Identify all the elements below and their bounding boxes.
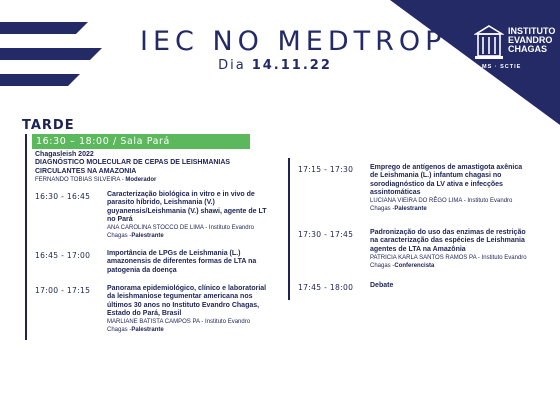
talk-time: 16:45 - 17:00	[35, 251, 91, 260]
talk-item	[370, 229, 532, 270]
talk-speaker: MARLIANE BATISTA CAMPOS PA - Instituto Evandro Chagas -Palestrante	[107, 319, 251, 334]
talk-title: Importância de LPGs de Leishmania (L.) amazonensis de diferentes formas de LTA na patogenia da doença	[107, 250, 257, 274]
page-title: IEC NO MEDTROP	[140, 26, 447, 57]
talk-time: 16:30 - 16:45	[35, 192, 91, 201]
event-name: Chagasleish 2022	[35, 151, 94, 158]
date-line	[140, 58, 410, 73]
left-timeline-line	[25, 134, 27, 340]
building-logo-icon	[474, 24, 504, 60]
talk-item	[370, 164, 532, 213]
corner-triangle-decoration	[390, 0, 560, 130]
talk-item	[107, 191, 267, 240]
corner-stripes-decoration	[0, 0, 110, 100]
section-title: TARDE	[22, 118, 75, 133]
talk-speaker: ANA CAROLINA STOCCO DE LIMA - Instituto Evandro Chagas -Palestrante	[107, 225, 254, 240]
debate-label: Debate	[370, 282, 394, 289]
talk-speaker: LUCIANA VIEIRA DO RÊGO LIMA - Instituto Evandro Chagas -Palestrante	[370, 198, 513, 213]
moderator: FERNANDO TOBIAS SILVEIRA - Moderador	[35, 176, 157, 183]
talk-item	[107, 285, 267, 334]
right-timeline-line	[288, 158, 290, 300]
talk-time: 17:45 - 18:00	[298, 283, 354, 292]
talk-time: 17:00 - 17:15	[35, 286, 91, 295]
session-title: DIAGNÓSTICO MOLECULAR DE CEPAS DE LEISHMANIAS CIRCULANTES NA AMAZONIA	[35, 159, 231, 175]
event-date: 14.11.22	[251, 58, 332, 73]
session-intro	[35, 151, 270, 184]
talk-title: Emprego de antígenos de amastigota axênica de Leishmania (L.) infantum chagasi no sorodiagnóstico da LV ativa e infecções assintomáticas	[370, 164, 523, 196]
talk-item	[107, 250, 267, 275]
day-label: Dia	[218, 58, 246, 73]
talk-title: Panorama epidemiológico, clínico e laboratorial da leishmaniose tegumentar americana nos últimos 30 anos no Instituto Evandro Chagas, Estado do Pará, Brasil	[107, 285, 267, 317]
talk-title: Padronização do uso das enzimas de restrição na caracterização das espécies de Leishmania agentes de LTA na Amazônia	[370, 229, 526, 253]
logo-text: INSTITUTO EVANDRO CHAGAS	[508, 26, 556, 54]
session-hall-banner: 16:30 – 18:00 / Sala Pará	[32, 134, 250, 149]
talk-time: 17:15 - 17:30	[298, 165, 354, 174]
talk-title: Caracterização biológica in vitro e in vivo de parasito híbrido, Leishmania (V.) guyanensis/Leishmania (V.) shawi, agente de LT no Pará	[107, 191, 267, 223]
talk-time: 17:30 - 17:45	[298, 230, 354, 239]
talk-speaker: PATRICIA KARLA SANTOS RAMOS PA - Instituto Evandro Chagas -Conferencista	[370, 254, 527, 269]
logo-subtitle: MS · SCTIE	[482, 64, 522, 70]
